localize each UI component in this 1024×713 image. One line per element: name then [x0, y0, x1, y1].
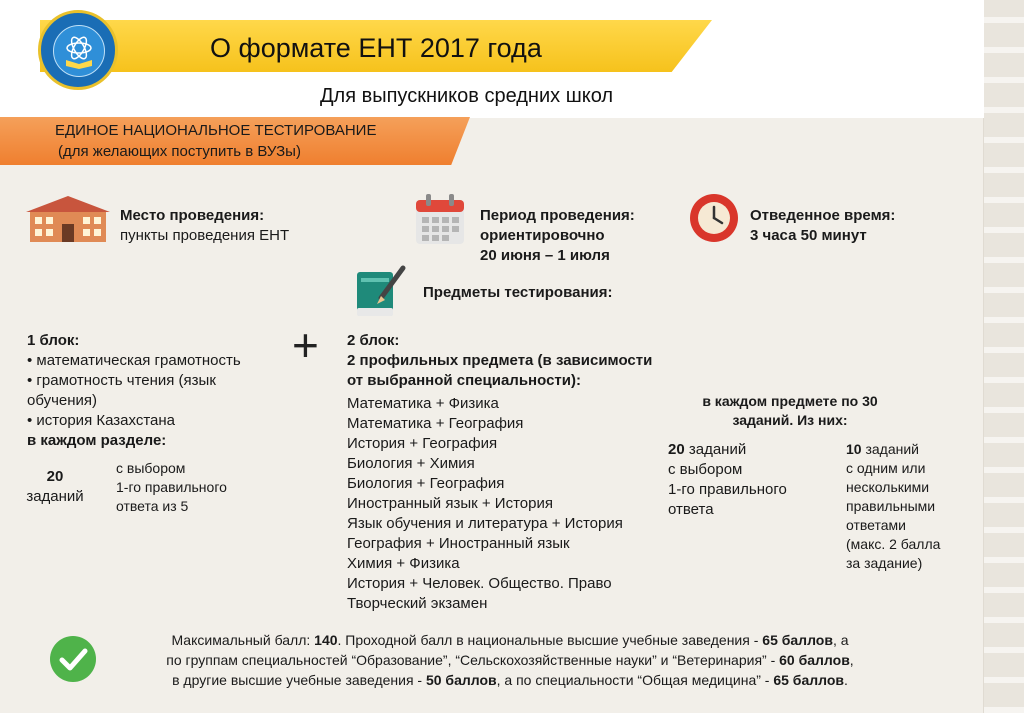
pass-score: 50 баллов: [425, 672, 497, 688]
block2-title: 2 блок:: [347, 332, 400, 349]
pass-score: 60 баллов: [779, 652, 850, 668]
ministry-logo: [38, 10, 118, 90]
clock-icon: [690, 194, 738, 247]
score-text: ,: [849, 652, 854, 668]
score-text: . Проходной балл в национальные высшие учебные заведения -: [337, 632, 763, 648]
tasks-right: [846, 440, 940, 573]
banner-subtitle: (для желающих поступить в ВУЗы): [58, 143, 301, 160]
checkmark-icon: [50, 636, 96, 687]
building-icon: [26, 196, 110, 247]
score-line: [100, 650, 920, 670]
book-pencil-icon: [355, 264, 407, 321]
time-label: Отведенное время:: [750, 207, 896, 224]
subject-pair: История + География: [347, 435, 498, 452]
tasks-right-count: 10: [846, 441, 862, 457]
time-value: 3 часа 50 минут: [750, 227, 867, 244]
subject-pair: Иностранный язык + История: [347, 495, 553, 512]
score-text: , а по специальности “Общая медицина” -: [496, 672, 774, 688]
page-subtitle: Для выпускников средних школ: [320, 85, 614, 107]
pass-score: 65 баллов: [762, 632, 833, 648]
block2-subtitle: от выбранной специальности):: [347, 372, 581, 389]
subject-pair: Творческий экзамен: [347, 595, 488, 612]
score-text: по группам специальностей “Образование”, “Сельскохозяйственные науки” и “Ветеринария” -: [166, 652, 780, 668]
tasks-right-line: заданий: [861, 441, 919, 457]
tasks-right-line: ответами: [846, 517, 906, 533]
place-label: Место проведения:: [120, 207, 265, 224]
block1-desc-line: ответа из 5: [116, 498, 189, 514]
block2-pairs-list: [347, 394, 623, 614]
subject-pair: История + Человек. Общество. Право: [347, 575, 612, 592]
tasks-heading-line: в каждом предмете по 30: [702, 393, 878, 409]
block1-item: обучения): [27, 392, 98, 409]
block1-list: [27, 351, 241, 431]
block1-item: • история Казахстана: [27, 412, 175, 429]
tasks-left-line: ответа: [668, 501, 714, 518]
tasks-heading: [682, 392, 898, 430]
block1-item: • грамотность чтения (язык: [27, 372, 216, 389]
score-line: [100, 670, 920, 690]
decorative-ornament-border: [983, 0, 1024, 713]
subject-pair: Математика + Физика: [347, 395, 499, 412]
tasks-left-line: 1-го правильного: [668, 481, 787, 498]
period-dates: 20 июня – 1 июля: [480, 247, 610, 264]
block1-item: • математическая грамотность: [27, 352, 241, 369]
subject-pair: Биология + Химия: [347, 455, 475, 472]
subjects-label: Предметы тестирования:: [423, 284, 613, 301]
tasks-left-line: заданий: [684, 441, 747, 458]
block1-title: 1 блок:: [27, 332, 80, 349]
block1-desc-line: 1-го правильного: [116, 479, 227, 495]
pass-score: 65 баллов: [773, 672, 844, 688]
calendar-icon: [416, 194, 464, 249]
score-text: Максимальный балл:: [171, 632, 315, 648]
tasks-right-line: несколькими: [846, 479, 930, 495]
block1-desc-line: с выбором: [116, 460, 186, 476]
tasks-right-line: за задание): [846, 555, 923, 571]
place-value: пункты проведения ЕНТ: [120, 227, 290, 244]
tasks-right-line: правильными: [846, 498, 936, 514]
score-text: , а: [832, 632, 849, 648]
score-text: .: [844, 672, 848, 688]
tasks-left-line: с выбором: [668, 461, 743, 478]
tasks-heading-line: заданий. Из них:: [732, 412, 848, 428]
ministry-logo-emblem: [53, 25, 105, 77]
page-title: О формате ЕНТ 2017 года: [210, 33, 542, 63]
block1-count-label: заданий: [26, 488, 84, 505]
max-score: 140: [314, 632, 338, 648]
block1-per-section: в каждом разделе:: [27, 432, 167, 449]
period-line1: ориентировочно: [480, 227, 605, 244]
subject-pair: География + Иностранный язык: [347, 535, 570, 552]
tasks-left: [668, 440, 787, 520]
block1-count: 20: [46, 468, 64, 485]
tasks-right-line: с одним или: [846, 460, 926, 476]
block1-desc: [116, 459, 227, 516]
tasks-left-count: 20: [668, 441, 685, 458]
score-line: [100, 630, 920, 650]
subject-pair: Язык обучения и литература + История: [347, 515, 623, 532]
plus-sign: +: [292, 319, 319, 371]
subject-pair: Химия + Физика: [347, 555, 460, 572]
score-text: в другие высшие учебные заведения -: [172, 672, 426, 688]
block2-subtitle: 2 профильных предмета (в зависимости: [347, 352, 653, 369]
subject-pair: Математика + География: [347, 415, 524, 432]
banner-title: ЕДИНОЕ НАЦИОНАЛЬНОЕ ТЕСТИРОВАНИЕ: [55, 122, 377, 139]
subject-pair: Биология + География: [347, 475, 505, 492]
period-label: Период проведения:: [480, 207, 635, 224]
tasks-right-line: (макс. 2 балла: [846, 536, 941, 552]
score-info: [100, 630, 920, 690]
